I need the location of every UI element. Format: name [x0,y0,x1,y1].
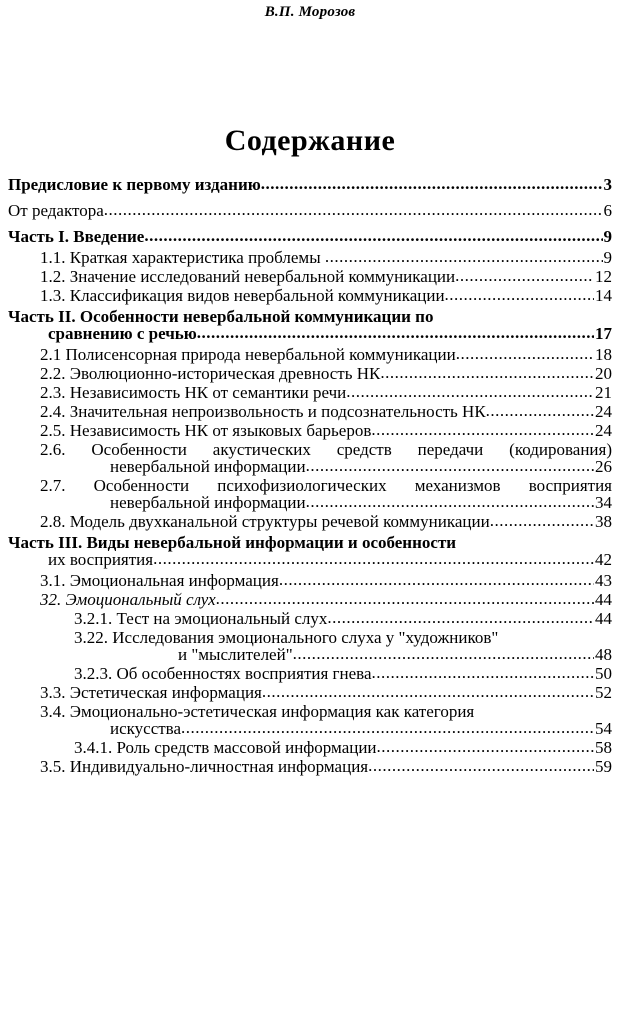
toc-entry-text: 2.3. Независимость НК от семантики речи [40,383,347,402]
toc-entry-page: 44 [595,609,612,628]
toc-entry-page: 58 [595,738,612,757]
dot-leader [293,645,594,662]
dot-leader [445,286,594,303]
dot-leader [216,590,594,607]
toc-entry-text: 32. Эмоциональный слух [40,590,216,609]
toc-entry-text: 1.3. Классификация видов невербальной коммуникации [40,286,445,305]
toc-entry[interactable] [0,441,620,475]
toc-entry-text: 3.3. Эстетическая информация [40,683,262,702]
toc-entry[interactable] [0,422,620,439]
toc-entry[interactable] [0,572,620,589]
toc-entry[interactable] [0,665,620,682]
toc-entry[interactable] [0,346,620,363]
dot-leader [377,738,594,755]
toc-entry-page: 17 [595,324,612,343]
page-title: Содержание [224,124,396,157]
toc-entry-page: 24 [595,421,612,440]
toc-entry-text: 1.1. Краткая характеристика проблемы [40,248,325,267]
toc-entry[interactable] [0,384,620,401]
toc-entry[interactable] [0,268,620,285]
toc-entry-page: 9 [603,248,612,267]
toc-entry-page: 44 [595,590,612,609]
toc-entry[interactable] [0,591,620,608]
toc-entry-page: 26 [595,457,612,476]
toc-entry[interactable] [0,739,620,756]
running-header-author: В.П. Морозов [264,4,356,20]
toc-entry[interactable] [0,684,620,701]
toc-entry-text: 2.4. Значительная непроизвольность и подсознательность НК [40,402,486,421]
toc-entry-text: Часть II. Особенности невербальной коммуникации по [8,307,434,326]
toc-entry[interactable] [0,249,620,266]
toc-entry-text-cont: их восприятия [48,550,154,569]
toc-entry-text: 2.8. Модель двухканальной структуры речевой коммуникации [40,512,490,531]
dot-leader [325,248,603,265]
toc-entry-text: 2.1 Полисенсорная природа невербальной коммуникации [40,345,456,364]
dot-leader [456,345,594,362]
dot-leader [261,175,603,192]
toc-entry-text: Часть I. Введение [8,227,145,246]
dot-leader [306,493,594,510]
toc-entry[interactable] [0,287,620,304]
dot-leader [372,664,594,681]
toc-entry[interactable] [0,403,620,420]
dot-leader [279,571,594,588]
toc-entry-text: 3.2.1. Тест на эмоциональный слух [74,609,328,628]
toc-entry-text-cont: искусства [110,719,182,738]
toc-entry-page: 59 [595,757,612,776]
toc-entry-text-cont: невербальной информации [110,493,306,512]
toc-entry-page: 21 [595,383,612,402]
dot-leader [197,324,594,341]
toc-entry[interactable] [0,629,620,663]
toc-entry-page: 3 [603,175,612,194]
toc-entry-text: 3.1. Эмоциональная информация [40,571,279,590]
dot-leader [262,683,594,700]
toc-entry[interactable] [0,228,620,245]
toc-entry[interactable] [0,202,620,219]
toc-entry[interactable] [0,365,620,382]
dot-leader [153,550,594,567]
toc-entry-page: 38 [595,512,612,531]
toc-entry-page: 6 [603,201,612,220]
toc-entry-page: 14 [595,286,612,305]
dot-leader [327,609,594,626]
toc-entry-page: 42 [595,550,612,569]
toc-list [0,176,620,775]
toc-entry[interactable] [0,758,620,775]
toc-entry-text: От редактора [8,201,104,220]
dot-leader [104,201,603,218]
toc-entry-page: 52 [595,683,612,702]
toc-entry[interactable] [0,703,620,737]
toc-entry-text: 3.5. Индивидуально-личностная информация [40,757,369,776]
dot-leader [368,757,594,774]
toc-entry-text: Предисловие к первому изданию [8,175,261,194]
toc-entry[interactable] [0,610,620,627]
toc-entry-text: 1.2. Значение исследований невербальной коммуникации [40,267,456,286]
toc-entry-page: 48 [595,645,612,664]
toc-entry-page: 12 [595,267,612,286]
dot-leader [181,719,594,736]
toc-entry-page: 24 [595,402,612,421]
toc-entry-text: 2.2. Эволюционно-историческая древность НК [40,364,381,383]
toc-entry-text: 3.22. Исследования эмоционального слуха у "художников" [74,628,499,647]
toc-entry-page: 18 [595,345,612,364]
toc-entry-text: 3.2.3. Об особенностях восприятия гнева [74,664,372,683]
toc-entry[interactable] [0,534,620,568]
dot-leader [380,364,594,381]
toc-entry-text-cont: невербальной информации [110,457,306,476]
toc-entry-text: 3.4.1. Роль средств массовой информации [74,738,377,757]
toc-entry-page: 9 [603,227,612,246]
toc-entry-text-cont: сравнению с речью [48,324,197,343]
toc-entry-page: 50 [595,664,612,683]
toc-entry-text: 2.7. Особенности психофизиологических механизмов восприятия [40,476,612,495]
toc-entry-text: 2.6. Особенности акустических средств передачи (кодирования) [40,440,612,459]
toc-entry[interactable] [0,513,620,530]
dot-leader [306,457,594,474]
toc-entry-page: 43 [595,571,612,590]
dot-leader [371,421,594,438]
dot-leader [486,402,594,419]
toc-entry-text: 2.5. Независимость НК от языковых барьеров [40,421,372,440]
dot-leader [346,383,594,400]
toc-entry-page: 20 [595,364,612,383]
dot-leader [490,512,594,529]
toc-entry[interactable] [0,477,620,511]
dot-leader [144,227,602,244]
toc-entry-page: 34 [595,493,612,512]
toc-entry[interactable] [0,308,620,342]
toc-entry-text: 3.4. Эмоционально-эстетическая информация как категория [40,702,475,721]
toc-entry[interactable] [0,176,620,193]
toc-entry-page: 54 [595,719,612,738]
toc-entry-text-cont: и "мыслителей" [178,645,293,664]
dot-leader [455,267,594,284]
toc-entry-text: Часть III. Виды невербальной информации и особенности [8,533,457,552]
